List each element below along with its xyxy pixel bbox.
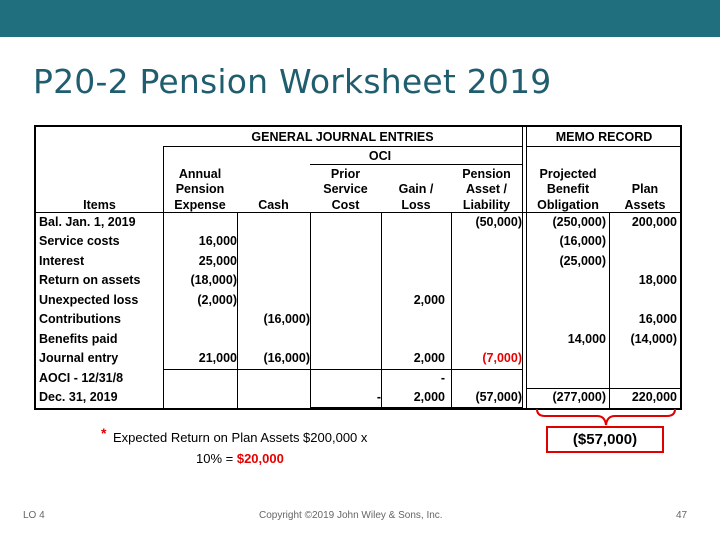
copyright: Copyright ©2019 John Wiley & Sons, Inc. xyxy=(259,510,443,521)
col-ape-3: Expense xyxy=(174,198,226,212)
row-label: Journal entry xyxy=(39,351,119,366)
cell-pa: 220,000 xyxy=(631,390,677,405)
divider-cash xyxy=(310,212,311,408)
col-pbo-3: Obligation xyxy=(537,198,599,212)
cell-pa: (14,000) xyxy=(630,331,677,346)
divider-general-memo-1 xyxy=(522,127,523,408)
cell-pbo: (250,000) xyxy=(552,215,606,229)
row-label: Return on assets xyxy=(39,273,141,288)
note-expected-return: Expected Return on Plan Assets $200,000 x xyxy=(113,430,368,445)
header-memo-record: MEMO RECORD xyxy=(555,130,653,144)
top-banner xyxy=(0,0,720,37)
cell-pal: (7,000) xyxy=(482,351,522,366)
cell-pbo: (25,000) xyxy=(559,253,606,268)
cell-ape: 25,000 xyxy=(198,253,237,268)
col-pa-1: Plan xyxy=(631,182,659,196)
col-gl-2: Loss xyxy=(401,198,431,212)
slide-title: P20-2 Pension Worksheet 2019 xyxy=(33,62,552,101)
col-items: Items xyxy=(83,198,116,212)
row-label: Interest xyxy=(39,253,85,268)
learning-objective: LO 4 xyxy=(23,510,45,521)
cell-ape: (18,000) xyxy=(190,273,237,288)
cell-psc: - xyxy=(376,390,381,405)
col-ape-1: Annual xyxy=(178,167,222,181)
cell-pal: (57,000) xyxy=(475,390,522,405)
brace-icon xyxy=(535,407,677,427)
col-psc-1: Prior xyxy=(330,167,361,181)
rule-column-headers xyxy=(36,212,681,213)
cell-ape: 21,000 xyxy=(198,351,237,366)
col-pal-3: Liability xyxy=(462,198,511,212)
cell-cash: (16,000) xyxy=(263,312,310,327)
col-pal-1: Pension xyxy=(462,167,511,181)
funded-status-box: ($57,000) xyxy=(546,426,664,453)
col-gl-1: Gain / xyxy=(398,182,434,196)
cell-ape: 16,000 xyxy=(198,234,237,249)
rule-journal-total xyxy=(163,369,522,370)
row-label: Service costs xyxy=(39,234,120,249)
divider-ape xyxy=(237,212,238,408)
rule-memo-header xyxy=(527,146,681,147)
cell-gl: 2,000 xyxy=(413,351,445,366)
cell-gl: - xyxy=(440,370,445,385)
col-pal-2: Asset / xyxy=(466,182,507,196)
page-number: 47 xyxy=(676,510,688,521)
cell-cash: (16,000) xyxy=(263,351,310,366)
header-oci: OCI xyxy=(368,149,392,163)
header-general-journal: GENERAL JOURNAL ENTRIES xyxy=(251,130,434,144)
row-label: Benefits paid xyxy=(39,331,118,346)
rule-general-header xyxy=(163,146,522,147)
rule-oci xyxy=(310,164,522,165)
note-rate-label: 10% = xyxy=(196,451,237,466)
cell-ape: (2,000) xyxy=(197,292,237,307)
row-label: Contributions xyxy=(39,312,121,327)
cell-pa: 18,000 xyxy=(638,273,677,288)
note-asterisk: * xyxy=(101,425,107,441)
rule-oci-bottom xyxy=(310,407,522,408)
row-label: Bal. Jan. 1, 2019 xyxy=(39,215,136,229)
col-pbo-1: Projected xyxy=(539,167,597,181)
col-psc-3: Cost xyxy=(331,198,360,212)
row-label: AOCI - 12/31/8 xyxy=(39,370,124,385)
col-cash: Cash xyxy=(258,198,289,212)
cell-pa: 16,000 xyxy=(638,312,677,327)
row-label: Unexpected loss xyxy=(39,292,139,307)
divider-gl xyxy=(451,212,452,408)
col-pa-2: Assets xyxy=(624,198,666,212)
col-psc-2: Service xyxy=(323,182,368,196)
cell-pa: 200,000 xyxy=(631,215,677,229)
cell-gl: 2,000 xyxy=(413,390,445,405)
divider-pbo xyxy=(609,212,610,408)
cell-pal: (50,000) xyxy=(475,215,522,229)
col-ape-2: Pension xyxy=(175,182,225,196)
cell-pbo: (16,000) xyxy=(559,234,606,249)
row-label: Dec. 31, 2019 xyxy=(39,390,118,405)
rule-memo-total xyxy=(527,388,681,389)
cell-pbo: (277,000) xyxy=(552,390,606,405)
col-pbo-2: Benefit xyxy=(546,182,590,196)
note-rate xyxy=(196,451,284,466)
note-expected-return-value: $20,000 xyxy=(236,451,284,466)
cell-gl: 2,000 xyxy=(413,292,445,307)
cell-pbo: 14,000 xyxy=(567,331,606,346)
